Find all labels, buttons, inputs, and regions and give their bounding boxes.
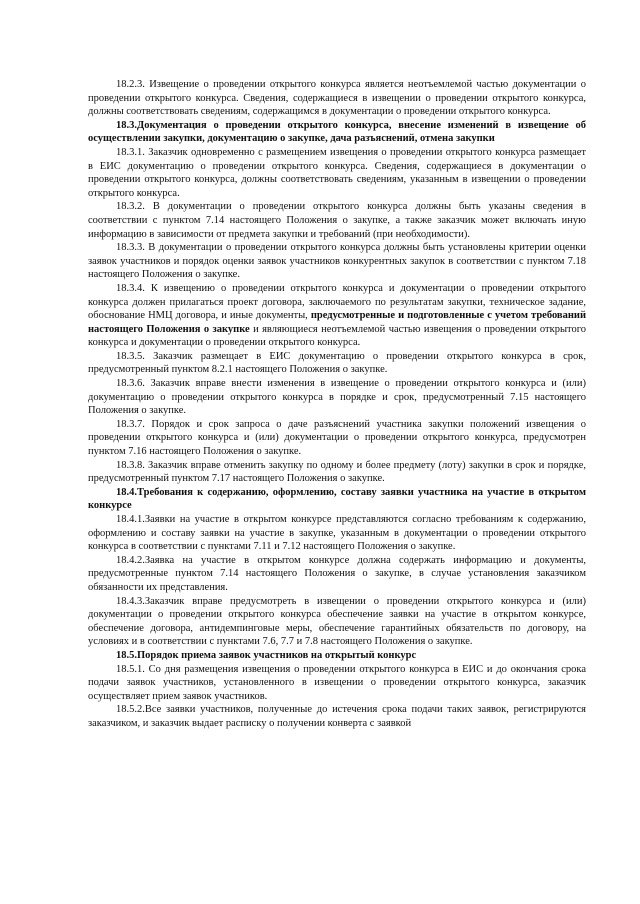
paragraph-18-3-3: 18.3.3. В документации о проведении открытого конкурса должны быть установлены критерии оценки заявок участников и порядок оценки заявок участников конкурентных закупок в соответствии с пунктом 7.18 настоящего Положения о закупке. (88, 242, 586, 281)
paragraph-18-4-2: 18.4.2.Заявка на участие в открытом конкурсе должна содержать информацию и документы, предусмотренные пунктом 7.14 настоящего Положения о закупке, в случае установления заказчиком обязанности их представления. (88, 554, 586, 593)
paragraph-18-3-8: 18.3.8. Заказчик вправе отменить закупку по одному и более предмету (лоту) закупки в срок и порядке, предусмотренный пунктом 7.17 настоящего Положения о закупке. (88, 459, 586, 485)
paragraph-18-4-3: 18.4.3.Заказчик вправе предусмотреть в извещении о проведении открытого конкурса и (или) документации о проведении открытого конкурса обеспечение заявки на участие в открытом конкурсе, обеспечение договора, антидемпинговые меры, обеспечение гарантийных обязательств по договору, на условиях и в соответствии с пунктами 7.6, 7.7 и 7.8 настоящего Положения о закупке. (88, 595, 586, 648)
heading-18-3: 18.3.Документация о проведении открытого конкурса, внесение изменений в извещение об осуществлении закупки, документацию о закупке, дача разъяснений, отмена закупки (88, 119, 586, 145)
paragraph-18-3-7: 18.3.7. Порядок и срок запроса о даче разъяснений участника закупки положений извещения о проведении открытого конкурса и (или) документации о проведении открытого конкурса, предусмотрен пунктом 7.16 настоящего Положения о закупке. (88, 418, 586, 458)
paragraph-18-3-4 (88, 282, 586, 350)
paragraph-18-2-3: 18.2.3. Извещение о проведении открытого конкурса является неотъемлемой частью документации о проведении открытого конкурса. Сведения, содержащиеся в извещении о проведении открытого конкурса, должны соответствовать сведениям, содержащимся в документации о проведении открытого конкурса. (88, 79, 586, 118)
paragraph-18-5-1: 18.5.1. Со дня размещения извещения о проведении открытого конкурса в ЕИС и до окончания срока подачи заявок участников, установленного в извещении о проведении открытого конкурса, заказчик осуществляет прием заявок участников. (88, 663, 586, 702)
paragraph-18-3-4-bold: предусмотренные и подготовленные с учетом требований настоящего Положения о закупке (88, 310, 587, 335)
heading-18-4: 18.4.Требования к содержанию, оформлению, составу заявки участника на участие в открытом конкурсе (88, 486, 586, 512)
paragraph-18-5-2: 18.5.2.Все заявки участников, полученные до истечения срока подачи таких заявок, регистрируются заказчиком, и заказчик выдает расписку о получении конверта с заявкой (88, 704, 586, 729)
paragraph-18-3-5: 18.3.5. Заказчик размещает в ЕИС документацию о проведении открытого конкурса в срок, предусмотренный пунктом 8.2.1 настоящего Положения о закупке. (88, 350, 586, 376)
paragraph-18-4-1: 18.4.1.Заявки на участие в открытом конкурсе представляются согласно требованиям к содержанию, оформлению и составу заявки на участие в закупке, указанным в документации о проведении открытого конкурса в соответствии с пунктами 7.11 и 7.12 настоящего Положения о закупке. (88, 514, 586, 553)
document-page (88, 78, 586, 731)
paragraph-18-3-4-part-c: и являющиеся неотъемлемой частью извещения о проведении открытого конкурса и документации о проведении открытого конкурса. (88, 323, 587, 349)
heading-18-5: 18.5.Порядок приема заявок участников на открытый конкурс (116, 649, 417, 661)
paragraph-18-3-6: 18.3.6. Заказчик вправе внести изменения в извещение о проведении открытого конкурса и (или) документацию о проведении открытого конкурса в порядке и срок, предусмотренный 7.15 настоящего Положения о закупке. (88, 378, 586, 417)
paragraph-18-3-1: 18.3.1. Заказчик одновременно с размещением извещения о проведении открытого конкурса размещает в ЕИС документацию о проведении открытого конкурса. Сведения, содержащиеся в документации о проведении открытого конкурса, должны соответствовать сведениям, указанным в извещении о проведении открытого конкурса. (88, 146, 586, 199)
paragraph-18-3-4-part-a: 18.3.4. К извещению о проведении открытого конкурса и документации о проведении открытого конкурса должен прилагаться проект договора, заключаемого по результатам закупки, техническое задание, обоснование НМЦ договора, и иные документы, (88, 282, 586, 322)
paragraph-18-3-2: 18.3.2. В документации о проведении открытого конкурса должны быть указаны сведения в соответствии с пунктом 7.14 настоящего Положения о закупке, а также заказчик может включать иную информацию в зависимости от предмета закупки и требований (при необходимости). (88, 201, 586, 240)
